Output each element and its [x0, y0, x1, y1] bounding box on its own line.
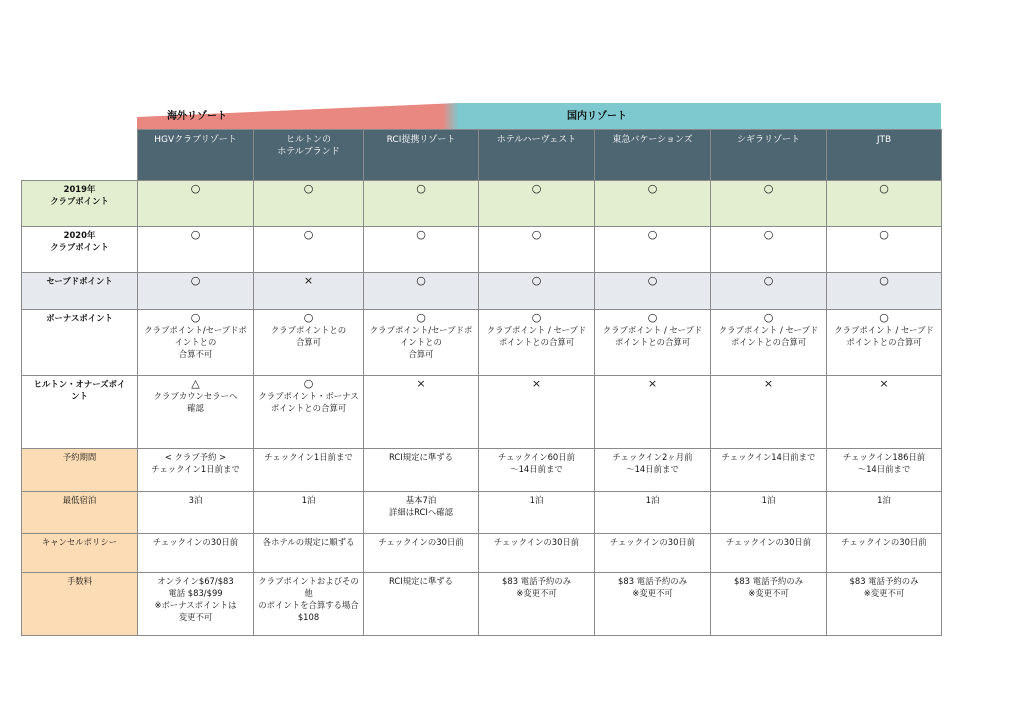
row-label: [22, 273, 138, 310]
table-body: [22, 181, 942, 636]
cell-line: RCI規定に準ずる: [389, 452, 453, 462]
cell-line: ○: [416, 311, 426, 324]
cell-line: クラブポイントおよびその他: [258, 576, 359, 598]
table-cell: [364, 310, 479, 376]
cell-line: △: [191, 377, 200, 390]
cell-line: 各ホテルの規定に順ずる: [262, 537, 355, 547]
table-cell: [254, 534, 364, 573]
table-cell: [254, 449, 364, 492]
table-cell: [711, 376, 827, 449]
cell-line: ×: [303, 274, 314, 287]
cell-line: $83 電話予約のみ: [734, 576, 803, 586]
cell-line: チェックインの30日前: [152, 537, 239, 547]
cell-line: ×: [763, 377, 774, 390]
row-label: [22, 573, 138, 636]
cell-line: 2019年: [63, 184, 96, 194]
cell-line: チェックインの30日前: [725, 537, 812, 547]
cell-line: イントとの: [174, 337, 217, 347]
cell-line: $83 電話予約のみ: [502, 576, 571, 586]
header-corner: [22, 130, 138, 181]
table-cell: [254, 273, 364, 310]
cell-line: ○: [190, 228, 201, 241]
cell-line: 基本7泊: [405, 495, 437, 505]
cell-line: 1泊: [301, 495, 316, 505]
cell-line: クラブポイント: [50, 242, 109, 252]
cell-line: 3泊: [188, 495, 203, 505]
table-row: [22, 573, 942, 636]
table-cell: [827, 449, 942, 492]
table-cell: [138, 573, 254, 636]
table-cell: [364, 492, 479, 534]
table-cell: [595, 449, 711, 492]
cell-line: ○: [303, 377, 314, 390]
table-cell: [595, 227, 711, 273]
table-row: [22, 227, 942, 273]
table-row: [22, 181, 942, 227]
table-cell: [138, 227, 254, 273]
table-cell: [711, 273, 827, 310]
table-cell: [138, 181, 254, 227]
table-cell: [479, 376, 595, 449]
cell-line: ○: [647, 311, 658, 324]
cell-line: クラブポイント: [50, 196, 109, 206]
cell-line: 合算可: [295, 337, 322, 347]
cell-line: ○: [879, 228, 889, 241]
column-header: [254, 130, 364, 181]
table-cell: [138, 492, 254, 534]
table-cell: [254, 181, 364, 227]
cell-line: ○: [647, 274, 658, 287]
table-cell: [254, 227, 364, 273]
cell-line: チェックインの30日前: [609, 537, 696, 547]
cell-line: RCI規定に準ずる: [389, 576, 453, 586]
cell-line: ※変更不可: [863, 588, 905, 598]
cell-line: ○: [303, 228, 314, 241]
cell-line: ※変更不可: [632, 588, 673, 598]
cell-line: ○: [303, 311, 314, 324]
cell-line: HGVクラブリゾート: [154, 135, 237, 145]
table-cell: [827, 227, 942, 273]
cell-line: チェックイン60日前: [498, 452, 575, 462]
table-cell: [479, 573, 595, 636]
cell-line: チェックインの30日前: [841, 537, 927, 547]
row-label: [22, 181, 138, 227]
column-header: [711, 130, 827, 181]
cell-line: ポイントとの合算可: [614, 337, 691, 347]
table-cell: [364, 273, 479, 310]
cell-line: チェックイン2ヶ月前: [612, 452, 693, 462]
cell-line: $83 電話予約のみ: [849, 576, 919, 586]
table-cell: [827, 376, 942, 449]
cell-line: ○: [647, 182, 658, 195]
cell-line: 詳細はRCIへ確認: [389, 507, 453, 517]
table-cell: [479, 534, 595, 573]
table-cell: [479, 181, 595, 227]
table-cell: [479, 227, 595, 273]
table-cell: [254, 376, 364, 449]
cell-line: ポイントとの合算可: [498, 337, 575, 347]
table-cell: [711, 534, 827, 573]
cell-line: ○: [531, 228, 542, 241]
table-row: [22, 310, 942, 376]
cell-line: クラブポイント / セーブド: [486, 325, 587, 335]
table-cell: [479, 449, 595, 492]
cell-line: ○: [647, 228, 658, 241]
cell-line: 合算可: [408, 349, 434, 359]
table-cell: [595, 181, 711, 227]
table-cell: [711, 492, 827, 534]
table-cell: [827, 310, 942, 376]
cell-line: イントとの: [400, 337, 442, 347]
table-cell: [138, 534, 254, 573]
cell-line: 予約期間: [62, 452, 97, 462]
table-cell: [711, 573, 827, 636]
cell-line: セーブドポイント: [46, 276, 113, 286]
cell-line: チェックイン14日前まで: [721, 452, 816, 462]
cell-line: ポイントとの合算可: [730, 337, 807, 347]
cell-line: ○: [879, 311, 889, 324]
cell-line: ×: [416, 377, 426, 390]
table-cell: [827, 534, 942, 573]
cell-line: $83 電話予約のみ: [618, 576, 687, 586]
cell-line: ヒルトン・オナーズポイ: [33, 379, 126, 389]
table-cell: [479, 273, 595, 310]
cell-line: ○: [879, 274, 889, 287]
row-label: [22, 227, 138, 273]
table-cell: [364, 449, 479, 492]
resort-comparison-table: [21, 129, 942, 636]
table-cell: [254, 573, 364, 636]
table-cell: [364, 181, 479, 227]
cell-line: ○: [763, 311, 774, 324]
cell-line: オンライン$67/$83: [157, 576, 234, 586]
cell-line: ～14日前まで: [857, 464, 911, 474]
cell-line: JTB: [876, 135, 892, 145]
row-label: [22, 310, 138, 376]
column-header: [138, 130, 254, 181]
table-cell: [595, 310, 711, 376]
table-row: [22, 492, 942, 534]
cell-line: RCI提携リゾート: [386, 135, 456, 145]
table-cell: [595, 273, 711, 310]
table-cell: [711, 310, 827, 376]
cell-line: チェックイン1日前まで: [151, 464, 240, 474]
cell-line: ○: [416, 182, 426, 195]
cell-line: ×: [879, 377, 889, 390]
table-cell: [364, 376, 479, 449]
cell-line: クラブポイント / セーブド: [602, 325, 703, 335]
cell-line: ※変更不可: [748, 588, 789, 598]
table-cell: [711, 227, 827, 273]
cell-line: ント: [71, 391, 88, 401]
cell-line: シギラリゾート: [736, 135, 800, 145]
cell-line: ○: [190, 274, 201, 287]
cell-line: 2020年: [63, 230, 96, 240]
cell-line: ホテルハーヴェスト: [496, 135, 577, 145]
cell-line: クラブポイント/セーブドポ: [369, 325, 473, 335]
cell-line: クラブカウンセラーへ: [153, 391, 238, 401]
cell-line: チェックイン186日前: [842, 452, 926, 462]
cell-line: クラブポイント・ボーナス: [258, 391, 359, 401]
cell-line: ○: [416, 274, 426, 287]
table-cell: [827, 181, 942, 227]
domestic-resort-label: 国内リゾート: [567, 111, 627, 122]
cell-line: 確認: [187, 403, 204, 413]
cell-line: ～14日前まで: [626, 464, 679, 474]
table-cell: [479, 492, 595, 534]
banner-gradient-shape: [137, 103, 941, 129]
column-header: [479, 130, 595, 181]
cell-line: 最低宿泊: [62, 495, 97, 505]
table-cell: [138, 376, 254, 449]
cell-line: ポイントとの合算可: [846, 337, 922, 347]
column-header: [595, 130, 711, 181]
cell-line: ○: [763, 228, 774, 241]
cell-line: ○: [190, 311, 201, 324]
row-label: [22, 376, 138, 449]
cell-line: チェックイン1日前まで: [264, 452, 353, 462]
cell-line: ○: [303, 182, 314, 195]
table-row: [22, 449, 942, 492]
cell-line: ○: [763, 274, 774, 287]
cell-line: ※ボーナスポイントは: [154, 600, 237, 610]
table-cell: [138, 310, 254, 376]
table-row: [22, 273, 942, 310]
table-cell: [711, 181, 827, 227]
cell-line: クラブポイント / セーブド: [834, 325, 934, 335]
cell-line: ○: [531, 274, 542, 287]
table-cell: [254, 310, 364, 376]
cell-line: < クラブ予約 >: [164, 452, 227, 462]
cell-line: 東急バケーションズ: [612, 135, 693, 145]
table-cell: [138, 449, 254, 492]
table-row: [22, 376, 942, 449]
cell-line: クラブポイント/セーブドポ: [144, 325, 247, 335]
table-cell: [595, 573, 711, 636]
cell-line: のポイントを合算する場合: [258, 600, 359, 610]
row-label: [22, 449, 138, 492]
cell-line: ×: [647, 377, 658, 390]
cell-line: チェックインの30日前: [378, 537, 464, 547]
cell-line: クラブポイントとの: [270, 325, 347, 335]
cell-line: 1泊: [529, 495, 544, 505]
column-header: [364, 130, 479, 181]
resort-category-banner: [137, 103, 941, 129]
overseas-resort-label: 海外リゾート: [167, 111, 227, 122]
table-cell: [595, 492, 711, 534]
table-cell: [138, 273, 254, 310]
cell-line: ○: [763, 182, 774, 195]
table-cell: [711, 449, 827, 492]
cell-line: クラブポイント / セーブド: [718, 325, 819, 335]
cell-line: ※変更不可: [516, 588, 557, 598]
cell-line: ×: [531, 377, 542, 390]
cell-line: ～14日前まで: [510, 464, 563, 474]
cell-line: ○: [531, 311, 542, 324]
cell-line: $108: [297, 612, 320, 622]
cell-line: 1泊: [877, 495, 891, 505]
cell-line: ボーナスポイント: [46, 313, 113, 323]
cell-line: チェックインの30日前: [493, 537, 580, 547]
column-header: [827, 130, 942, 181]
cell-line: ○: [879, 182, 889, 195]
row-label: [22, 492, 138, 534]
table-header-row: [22, 130, 942, 181]
table-cell: [364, 573, 479, 636]
table-cell: [827, 492, 942, 534]
cell-line: ○: [416, 228, 426, 241]
row-label: [22, 534, 138, 573]
cell-line: キャンセルポリシー: [41, 537, 118, 547]
table-cell: [595, 534, 711, 573]
table-cell: [479, 310, 595, 376]
cell-line: 合算不可: [178, 349, 213, 359]
cell-line: 1泊: [761, 495, 776, 505]
table-cell: [364, 534, 479, 573]
table-cell: [827, 273, 942, 310]
table-row: [22, 534, 942, 573]
table-cell: [827, 573, 942, 636]
cell-line: 1泊: [645, 495, 660, 505]
cell-line: ポイントとの合算可: [270, 403, 347, 413]
table-cell: [254, 492, 364, 534]
table-cell: [364, 227, 479, 273]
cell-line: ○: [190, 182, 201, 195]
table-cell: [595, 376, 711, 449]
cell-line: 手数料: [66, 576, 93, 586]
cell-line: 変更不可: [178, 612, 213, 622]
cell-line: ヒルトンの: [285, 135, 331, 145]
cell-line: ○: [531, 182, 542, 195]
cell-line: ホテルブランド: [277, 147, 340, 157]
cell-line: 電話 $83/$99: [168, 588, 223, 598]
